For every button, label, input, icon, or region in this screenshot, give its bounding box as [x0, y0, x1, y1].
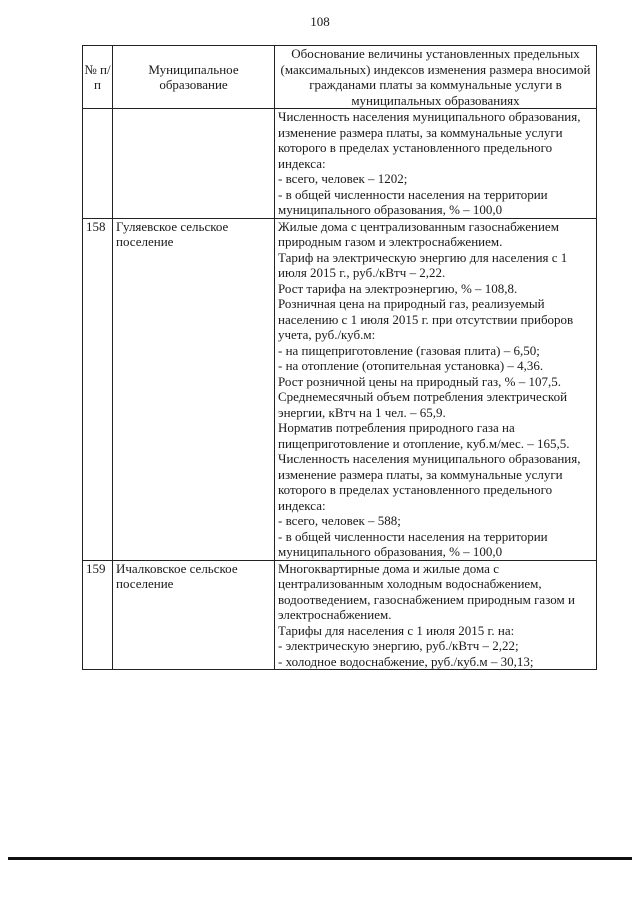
justification-line: Численность населения муниципального образования, изменение размера платы, за коммунальные услуги которого в пределах установленного предельного индекса: [278, 451, 581, 513]
header-municipality: Муниципальное образование [113, 46, 275, 109]
justification-line: Среднемесячный объем потребления электрической энергии, кВтч на 1 чел. – 65,9. [278, 389, 568, 420]
justification-line: Тарифы для населения с 1 июля 2015 г. на: [278, 622, 515, 638]
justification-line: Рост розничной цены на природный газ, % – 107,5. [278, 373, 561, 389]
row-justification [275, 560, 597, 670]
justification-line: - всего, человек – 1202; [278, 171, 408, 186]
table-row [83, 109, 597, 219]
justification-line: Розничная цена на природный газ, реализуемый населению с 1 июля 2015 г. при отсутствии приборов учета, руб./куб.м: [278, 296, 574, 342]
bottom-rule [8, 857, 632, 860]
justification-line: - всего, человек – 588; [278, 513, 401, 528]
table-row [83, 218, 597, 560]
indices-table [82, 45, 597, 670]
justification-line: Численность населения муниципального образования, изменение размера платы, за коммунальные услуги которого в пределах установленного предельного индекса: [278, 109, 581, 171]
row-municipality: Гуляевское сельское поселение [113, 218, 275, 560]
page-number: 108 [310, 14, 330, 29]
justification-line: Тариф на электрическую энергию для населения с 1 июля 2015 г., руб./кВтч – 2,22. [278, 249, 568, 280]
justification-line: Норматив потребления природного газа на пищеприготовление и отопление, куб.м/мес. – 165,5. [278, 420, 570, 451]
justification-line: - на отопление (отопительная установка) – 4,36. [278, 358, 544, 373]
justification-line: Многоквартирные дома и жилые дома с централизованным холодным водоснабжением, водоотведением, газоснабжением природным газом и электроснабжением. [278, 560, 575, 622]
justification-line: - в общей численности населения на территории муниципального образования, % – 100,0 [278, 528, 548, 559]
row-municipality [113, 109, 275, 219]
row-number [83, 109, 113, 219]
row-number: 158 [83, 218, 113, 560]
justification-line: - на пищеприготовление (газовая плита) – 6,50; [278, 342, 540, 358]
justification-line: - холодное водоснабжение, руб./куб.м – 30,13; [278, 653, 534, 669]
table-row [83, 560, 597, 670]
row-justification [275, 109, 597, 219]
table-header-row [83, 46, 597, 109]
header-justification: Обоснование величины установленных предельных (максимальных) индексов изменения размера вносимой гражданами платы за коммунальные услуги в муниципальных образованиях [275, 46, 597, 109]
justification-line: - электрическую энергию, руб./кВтч – 2,22; [278, 638, 519, 653]
row-justification [275, 218, 597, 560]
header-num: № п/п [83, 46, 113, 109]
justification-line: Жилые дома с централизованным газоснабжением природным газом и электроснабжением. [278, 218, 559, 249]
justification-line: Рост тарифа на электроэнергию, % – 108,8. [278, 280, 518, 296]
justification-line: - в общей численности населения на территории муниципального образования, % – 100,0 [278, 186, 548, 217]
row-number: 159 [83, 560, 113, 670]
row-municipality: Ичалковское сельское поселение [113, 560, 275, 670]
